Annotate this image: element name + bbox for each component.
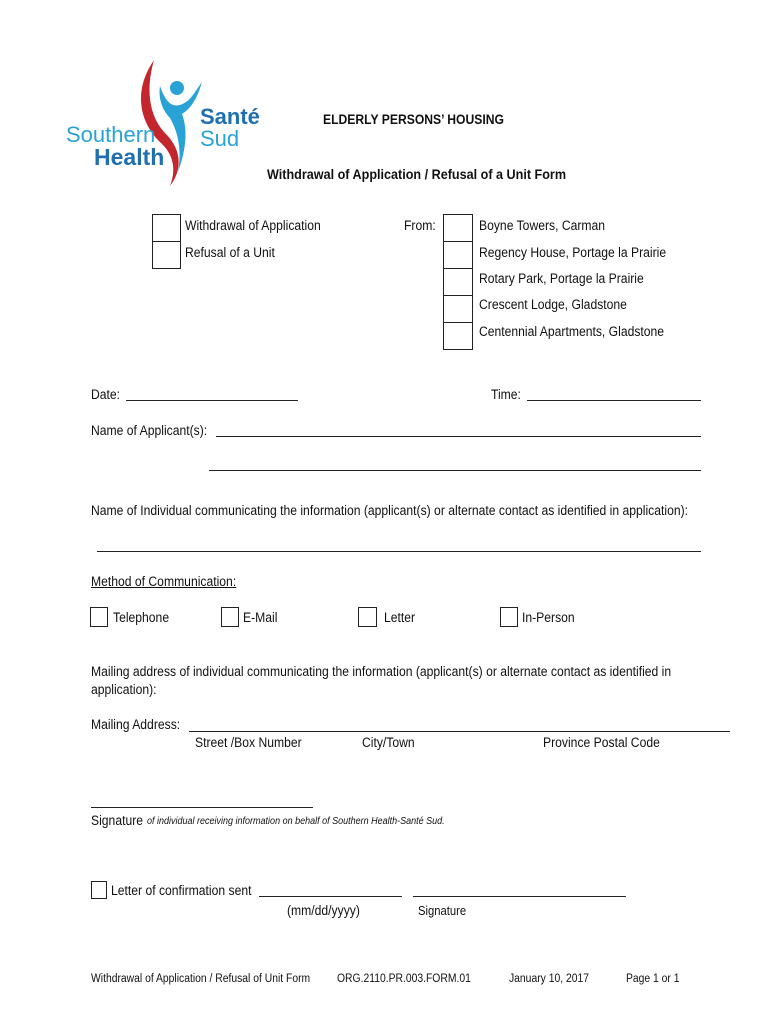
refusal-label: Refusal of a Unit [185, 245, 275, 260]
withdrawal-label: Withdrawal of Application [185, 218, 321, 233]
location-checkbox-boyne[interactable] [443, 214, 473, 242]
southern-health-logo [62, 52, 272, 187]
location-checkbox-crescent[interactable] [443, 295, 473, 323]
confirmation-signature-field[interactable] [413, 896, 626, 897]
location-label-centennial: Centennial Apartments, Gladstone [479, 324, 665, 339]
from-label: From: [404, 218, 436, 233]
mailing-intro-line2: application): [91, 682, 157, 697]
logo-text-health: Health [94, 144, 165, 170]
logo-text-sud: Sud [200, 126, 240, 151]
footer-date: January 10, 2017 [509, 973, 589, 985]
individual-label: Name of Individual communicating the information (applicant(s) or alternate contact as identified in application): [91, 503, 689, 518]
location-label-boyne: Boyne Towers, Carman [479, 218, 606, 233]
confirmation-date-caption: (mm/dd/yyyy) [287, 903, 360, 918]
method-checkbox-in-person[interactable] [500, 607, 518, 627]
method-label-telephone: Telephone [113, 610, 170, 625]
footer-form-code: ORG.2110.PR.003.FORM.01 [337, 973, 471, 985]
confirmation-checkbox[interactable] [91, 881, 107, 899]
mailing-sub-city: City/Town [362, 735, 415, 750]
signature-field[interactable] [91, 807, 313, 808]
method-label-letter: Letter [384, 610, 416, 625]
refusal-checkbox[interactable] [152, 241, 181, 269]
method-checkbox-telephone[interactable] [90, 607, 108, 627]
applicants-field-line2[interactable] [209, 470, 701, 471]
confirmation-date-field[interactable] [259, 896, 402, 897]
mailing-intro-line1: Mailing address of individual communicating the information (applicant(s) or alternate contact as identified in [91, 664, 672, 679]
logo-text-southern: Southern [66, 122, 156, 147]
footer-page: Page 1 or 1 [626, 973, 680, 985]
method-heading: Method of Communication: [91, 574, 237, 589]
location-label-crescent: Crescent Lodge, Gladstone [479, 297, 627, 312]
signature-label: Signature [91, 813, 144, 828]
signature-note: of individual receiving information on behalf of Southern Health-Santé Sud. [147, 816, 445, 827]
location-label-regency: Regency House, Portage la Prairie [479, 245, 667, 260]
form-heading: ELDERLY PERSONS’ HOUSING [323, 112, 504, 127]
form-subtitle: Withdrawal of Application / Refusal of a Unit Form [267, 166, 567, 182]
location-checkbox-rotary[interactable] [443, 268, 473, 296]
confirmation-signature-caption: Signature [418, 904, 467, 918]
mailing-address-label: Mailing Address: [91, 717, 181, 732]
mailing-address-field[interactable] [189, 731, 730, 732]
confirmation-label: Letter of confirmation sent [111, 883, 252, 898]
date-label: Date: [91, 387, 121, 402]
method-checkbox-letter[interactable] [358, 607, 377, 627]
applicants-label: Name of Applicant(s): [91, 423, 208, 438]
logo-text-sante: Santé [200, 104, 260, 129]
mailing-sub-province: Province Postal Code [543, 735, 660, 750]
footer-form-name: Withdrawal of Application / Refusal of Unit Form [91, 973, 311, 985]
location-label-rotary: Rotary Park, Portage la Prairie [479, 271, 644, 286]
withdrawal-checkbox[interactable] [152, 214, 181, 242]
method-label-email: E-Mail [243, 610, 278, 625]
individual-field[interactable] [97, 551, 701, 552]
mailing-sub-street: Street /Box Number [195, 735, 302, 750]
method-checkbox-email[interactable] [221, 607, 239, 627]
location-checkbox-regency[interactable] [443, 241, 473, 269]
time-label: Time: [491, 387, 521, 402]
method-label-in-person: In-Person [522, 610, 575, 625]
date-field[interactable] [126, 400, 298, 401]
location-checkbox-centennial[interactable] [443, 322, 473, 350]
applicants-field-line1[interactable] [216, 436, 701, 437]
time-field[interactable] [527, 400, 701, 401]
